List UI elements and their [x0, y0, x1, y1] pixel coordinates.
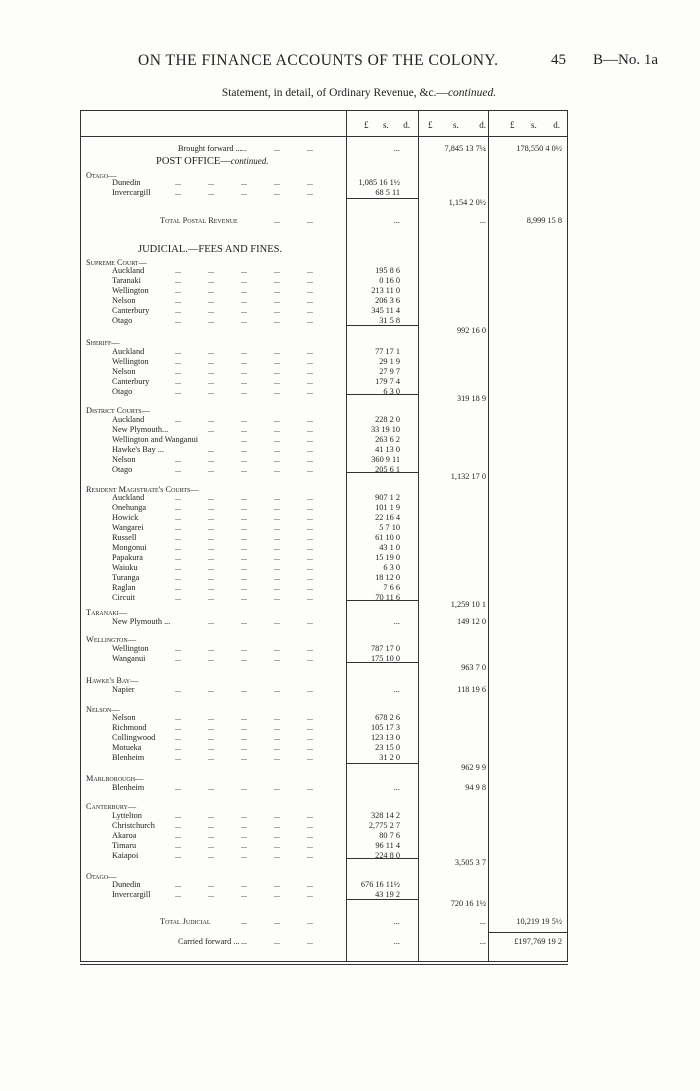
row-label: Dunedin — [112, 880, 141, 889]
pence-label: d. — [553, 120, 560, 130]
subtotal-row — [0, 325, 700, 336]
subtitle-suffix: continued. — [447, 87, 497, 99]
leader-dots: ... ... ... ... ... — [175, 178, 313, 187]
leader-dots: ... ... ... ... ... — [175, 890, 313, 899]
subtotal-rule — [346, 763, 418, 764]
amount-c1: 328 14 2 — [370, 811, 400, 820]
group-label: District Courts— — [86, 406, 150, 415]
row-label: Wellington — [112, 357, 149, 366]
row-label: Otago — [112, 316, 133, 325]
amount-c2: 1,154 2 0½ — [448, 198, 486, 207]
amount-c2: 992 16 0 — [456, 326, 486, 335]
shillings-label: s. — [452, 120, 459, 130]
amount-c3: £197,769 19 2 — [514, 937, 562, 946]
row-label: Richmond — [112, 723, 147, 732]
amount-c2: 720 16 1½ — [450, 899, 486, 908]
amount-c2: 118 19 6 — [457, 685, 486, 694]
leader-dots: ... ... ... ... ... — [175, 357, 313, 366]
group-label: Hawke's Bay— — [86, 676, 139, 685]
row-label: Otago — [112, 465, 133, 474]
row-label: Wellington and Wanganui — [112, 435, 199, 444]
column-header-1 — [364, 120, 410, 130]
amount-c1: 123 13 0 — [370, 733, 400, 742]
subtotal-rule — [346, 325, 418, 326]
group-label: Wellington— — [86, 635, 137, 644]
leader-dots: ... ... ... ... ... — [175, 880, 313, 889]
amount-c2: 149 12 0 — [456, 617, 486, 626]
amount-c1: 80 7 6 — [379, 831, 400, 840]
row-label: Kaiapoi — [112, 851, 139, 860]
amount-c1: 360 9 11 — [371, 455, 400, 464]
row-label: Waiuku — [112, 563, 138, 572]
leader-dots: ... ... ... ... ... — [175, 553, 313, 562]
row-label: Motueka — [112, 743, 142, 752]
leader-dots: ... ... ... ... ... — [175, 831, 313, 840]
row-label: Christchurch — [112, 821, 155, 830]
amount-c1: 179 7 4 — [375, 377, 400, 386]
leader-dots: ... ... ... ... ... — [175, 723, 313, 732]
subtotal-row — [0, 662, 700, 673]
leader-dots: ... ... ... ... ... — [175, 513, 313, 522]
leader-dots: ... ... ... ... ... — [175, 733, 313, 742]
leader-dots: ... ... ... ... ... — [175, 753, 313, 762]
amount-c2: 962 9 9 — [461, 763, 486, 772]
group-label: Nelson— — [86, 705, 120, 714]
amount-c2: 1,259 10 1 — [450, 600, 486, 609]
amount-c1: 33 19 10 — [370, 425, 400, 434]
row-label: Wellington — [112, 644, 149, 653]
amount-c1: ... — [393, 917, 400, 926]
amount-c1: 224 8 0 — [375, 851, 400, 860]
leader-dots: ... ... ... ... ... — [175, 543, 313, 552]
row-label: Collingwood — [112, 733, 156, 742]
leader-dots: ... ... ... ... ... — [175, 743, 313, 752]
amount-c1: 678 2 6 — [375, 713, 400, 722]
row-label: Auckland — [112, 493, 145, 502]
statement-subtitle — [0, 87, 700, 99]
leader-dots: ... ... ... ... ... — [175, 415, 313, 424]
leader-dots: ... ... ... — [241, 435, 313, 444]
pence-label: d. — [479, 120, 486, 130]
group-label: Supreme Court— — [86, 258, 147, 267]
total-rule — [488, 932, 568, 933]
header-rule — [80, 136, 568, 137]
leader-dots: ... ... ... ... — [208, 617, 313, 626]
row-label: Blenheim — [112, 783, 145, 792]
amount-c1: 22 16 4 — [375, 513, 400, 522]
heading-text: POST OFFICE— — [156, 156, 231, 167]
amount-c1: ... — [393, 685, 400, 694]
amount-c2: ... — [479, 917, 486, 926]
row-label: New Plymouth... — [112, 425, 169, 434]
row-label: Carried forward ... — [178, 937, 240, 946]
amount-c1: 345 11 4 — [371, 306, 400, 315]
leader-dots: ... ... ... — [241, 937, 313, 946]
leader-dots: ... ... ... ... — [208, 445, 313, 454]
group-label: Otago— — [86, 872, 117, 881]
leader-dots: ... ... ... ... ... — [175, 523, 313, 532]
amount-c1: 77 17 1 — [375, 347, 400, 356]
row-label: Auckland — [112, 347, 145, 356]
leader-dots: ... ... ... ... ... — [175, 563, 313, 572]
subtotal-rule — [346, 899, 418, 900]
leader-dots: ... ... ... ... ... — [175, 811, 313, 820]
amount-c2: 963 7 0 — [461, 663, 486, 672]
leader-dots: ... ... ... ... ... — [175, 654, 313, 663]
row-label: Blenheim — [112, 753, 145, 762]
row-label: Nelson — [112, 713, 136, 722]
leader-dots: ... ... ... ... ... — [175, 367, 313, 376]
row-label: Auckland — [112, 266, 145, 275]
leader-dots: ... ... ... ... ... — [175, 188, 313, 197]
row-label: Invercargill — [112, 188, 151, 197]
row-label: Mongonui — [112, 543, 147, 552]
pounds-label: £ — [428, 120, 433, 130]
amount-c1: 0 16 0 — [379, 276, 400, 285]
amount-c1: 61 10 0 — [375, 533, 400, 542]
amount-c1: ... — [393, 937, 400, 946]
row-label: Wanganui — [112, 654, 146, 663]
leader-dots: ... ... ... ... ... — [175, 503, 313, 512]
row-label: Nelson — [112, 296, 136, 305]
amount-c1: 263 6 2 — [375, 435, 400, 444]
row-label: New Plymouth ... — [112, 617, 171, 626]
row-label: Onehunga — [112, 503, 147, 512]
page-number: 45 — [551, 52, 566, 68]
group-label: Marlborough— — [86, 774, 144, 783]
row-label: Canterbury — [112, 306, 150, 315]
amount-c1: 228 2 0 — [375, 415, 400, 424]
amount-c2: 7,845 13 7¼ — [444, 144, 486, 153]
group-label: Sheriff— — [86, 338, 120, 347]
amount-c1: ... — [393, 216, 400, 225]
shillings-label: s. — [530, 120, 537, 130]
leader-dots: ... ... ... ... ... — [175, 387, 313, 396]
row-label: Raglan — [112, 583, 136, 592]
row-label: Timaru — [112, 841, 137, 850]
leader-dots: ... ... — [274, 216, 313, 225]
amount-c1: 23 15 0 — [375, 743, 400, 752]
amount-c1: 676 16 11½ — [360, 880, 400, 889]
row-label: Papakura — [112, 553, 143, 562]
amount-c2: 3,505 3 7 — [454, 858, 486, 867]
leader-dots: ... ... ... ... ... — [175, 841, 313, 850]
table-row — [0, 143, 700, 154]
leader-dots: ... ... ... ... ... — [175, 493, 313, 502]
amount-c1: 43 1 0 — [379, 543, 400, 552]
pence-label: d. — [403, 120, 410, 130]
leader-dots: ... ... ... ... — [208, 425, 313, 434]
row-label: Circuit — [112, 593, 136, 602]
leader-dots: ... ... ... ... ... — [175, 296, 313, 305]
leader-dots: ... ... ... ... ... — [175, 573, 313, 582]
leader-dots: ... ... ... ... ... — [175, 783, 313, 792]
amount-c3: 178,550 4 0½ — [516, 144, 562, 153]
row-label: Wellington — [112, 286, 149, 295]
amount-c3: 8,999 15 8 — [526, 216, 562, 225]
leader-dots: ... ... ... ... ... — [175, 644, 313, 653]
table-row — [0, 936, 700, 947]
row-label: Invercargill — [112, 890, 151, 899]
subtotal-rule — [346, 858, 418, 859]
amount-c1: 6 3 0 — [383, 387, 400, 396]
row-label: Russell — [112, 533, 137, 542]
subtotal-rule — [346, 472, 418, 473]
leader-dots: ... ... ... ... ... — [175, 377, 313, 386]
row-label: Nelson — [112, 367, 136, 376]
amount-c1: 96 11 4 — [375, 841, 400, 850]
row-label: Otago — [112, 387, 133, 396]
amount-c1: 6 3 0 — [383, 563, 400, 572]
row-label: Akaroa — [112, 831, 137, 840]
section-heading — [138, 244, 282, 255]
table-double-rule — [80, 964, 568, 965]
leader-dots: ... ... ... ... ... — [175, 821, 313, 830]
leader-dots: ... ... ... ... ... — [175, 685, 313, 694]
subtitle-text: Statement, in detail, of Ordinary Revenue, &c.— — [221, 87, 448, 99]
amount-c1: 70 11 6 — [375, 593, 400, 602]
amount-c1: 43 19 2 — [375, 890, 400, 899]
amount-c1: 195 8 6 — [375, 266, 400, 275]
leader-dots: ... ... ... ... ... — [175, 306, 313, 315]
leader-dots: ... ... ... ... ... — [175, 347, 313, 356]
row-label: Wangarei — [112, 523, 144, 532]
row-label: Napier — [112, 685, 135, 694]
amount-c1: 7 6 6 — [383, 583, 400, 592]
leader-dots: ... ... ... ... ... — [175, 286, 313, 295]
amount-c2: 94 9 8 — [465, 783, 486, 792]
amount-c1: 2,775 2 7 — [368, 821, 400, 830]
table-row — [0, 215, 700, 226]
leader-dots: ... ... ... — [241, 917, 313, 926]
leader-dots: ... ... ... — [241, 144, 313, 153]
document-reference: B—No. 1a — [593, 52, 658, 68]
leader-dots: ... ... ... ... ... — [175, 851, 313, 860]
amount-c1: 1,085 16 1½ — [358, 178, 400, 187]
amount-c1: ... — [393, 783, 400, 792]
column-header-2 — [428, 120, 486, 130]
heading-text: JUDICIAL.—FEES AND FINES. — [138, 244, 283, 255]
leader-dots: ... ... ... ... ... — [175, 583, 313, 592]
leader-dots: ... ... ... ... ... — [175, 316, 313, 325]
leader-dots: ... ... ... ... ... — [175, 465, 313, 474]
pounds-label: £ — [510, 120, 515, 130]
table-row — [0, 684, 700, 695]
amount-c1: 18 12 0 — [375, 573, 400, 582]
amount-c1: 29 1 9 — [379, 357, 400, 366]
row-label: Taranaki — [112, 276, 141, 285]
row-label: Brought forward ... — [178, 144, 242, 153]
amount-c2: ... — [479, 937, 486, 946]
table-row — [0, 616, 700, 627]
subtotal-rule — [346, 198, 418, 199]
amount-c1: ... — [393, 617, 400, 626]
amount-c1: 5 7 10 — [379, 523, 400, 532]
leader-dots: ... ... ... ... ... — [175, 533, 313, 542]
row-label: Total Postal Revenue — [160, 216, 238, 225]
amount-c2: 1,132 17 0 — [450, 472, 486, 481]
amount-c1: 27 9 7 — [379, 367, 400, 376]
amount-c3: 10,219 19 5½ — [516, 917, 562, 926]
amount-c1: ... — [393, 144, 400, 153]
row-label: Canterbury — [112, 377, 150, 386]
row-label: Nelson — [112, 455, 136, 464]
pounds-label: £ — [364, 120, 369, 130]
group-label: Taranaki— — [86, 608, 128, 617]
amount-c1: 213 11 0 — [371, 286, 400, 295]
amount-c1: 41 13 0 — [375, 445, 400, 454]
amount-c1: 105 17 3 — [370, 723, 400, 732]
row-label: Turanga — [112, 573, 140, 582]
row-label: Dunedin — [112, 178, 141, 187]
group-label: Resident Magistrate's Courts— — [86, 485, 199, 494]
page-title: ON THE FINANCE ACCOUNTS OF THE COLONY. — [138, 52, 499, 69]
page-header — [0, 52, 700, 74]
amount-c1: 15 19 0 — [375, 553, 400, 562]
amount-c1: 907 1 2 — [375, 493, 400, 502]
table-row — [0, 782, 700, 793]
column-header-3 — [510, 120, 560, 130]
leader-dots: ... ... ... ... ... — [175, 455, 313, 464]
table-row — [0, 916, 700, 927]
amount-c1: 206 3 6 — [375, 296, 400, 305]
amount-c1: 68 5 11 — [375, 188, 400, 197]
shillings-label: s. — [382, 120, 389, 130]
leader-dots: ... ... ... ... ... — [175, 276, 313, 285]
leader-dots: ... ... ... ... ... — [175, 713, 313, 722]
row-label: Hawke's Bay ... — [112, 445, 164, 454]
amount-c2: ... — [479, 216, 486, 225]
leader-dots: ... ... ... ... ... — [175, 593, 313, 602]
group-label: Otago— — [86, 171, 117, 180]
amount-c1: 205 6 1 — [375, 465, 400, 474]
subtotal-rule — [346, 662, 418, 663]
amount-c1: 175 10 0 — [370, 654, 400, 663]
amount-c1: 787 17 0 — [370, 644, 400, 653]
heading-suffix: continued. — [230, 156, 269, 166]
amount-c1: 31 2 0 — [379, 753, 400, 762]
row-label: Lyttelton — [112, 811, 142, 820]
row-label: Howick — [112, 513, 139, 522]
subtotal-rule — [346, 394, 418, 395]
group-label: Canterbury— — [86, 802, 137, 811]
subtotal-rule — [346, 600, 418, 601]
amount-c1: 31 5 8 — [379, 316, 400, 325]
amount-c2: 319 18 9 — [456, 394, 486, 403]
row-label: Auckland — [112, 415, 145, 424]
amount-c1: 101 1 9 — [375, 503, 400, 512]
leader-dots: ... ... ... ... ... — [175, 266, 313, 275]
section-heading — [156, 156, 269, 167]
row-label: Total Judicial — [160, 917, 211, 926]
